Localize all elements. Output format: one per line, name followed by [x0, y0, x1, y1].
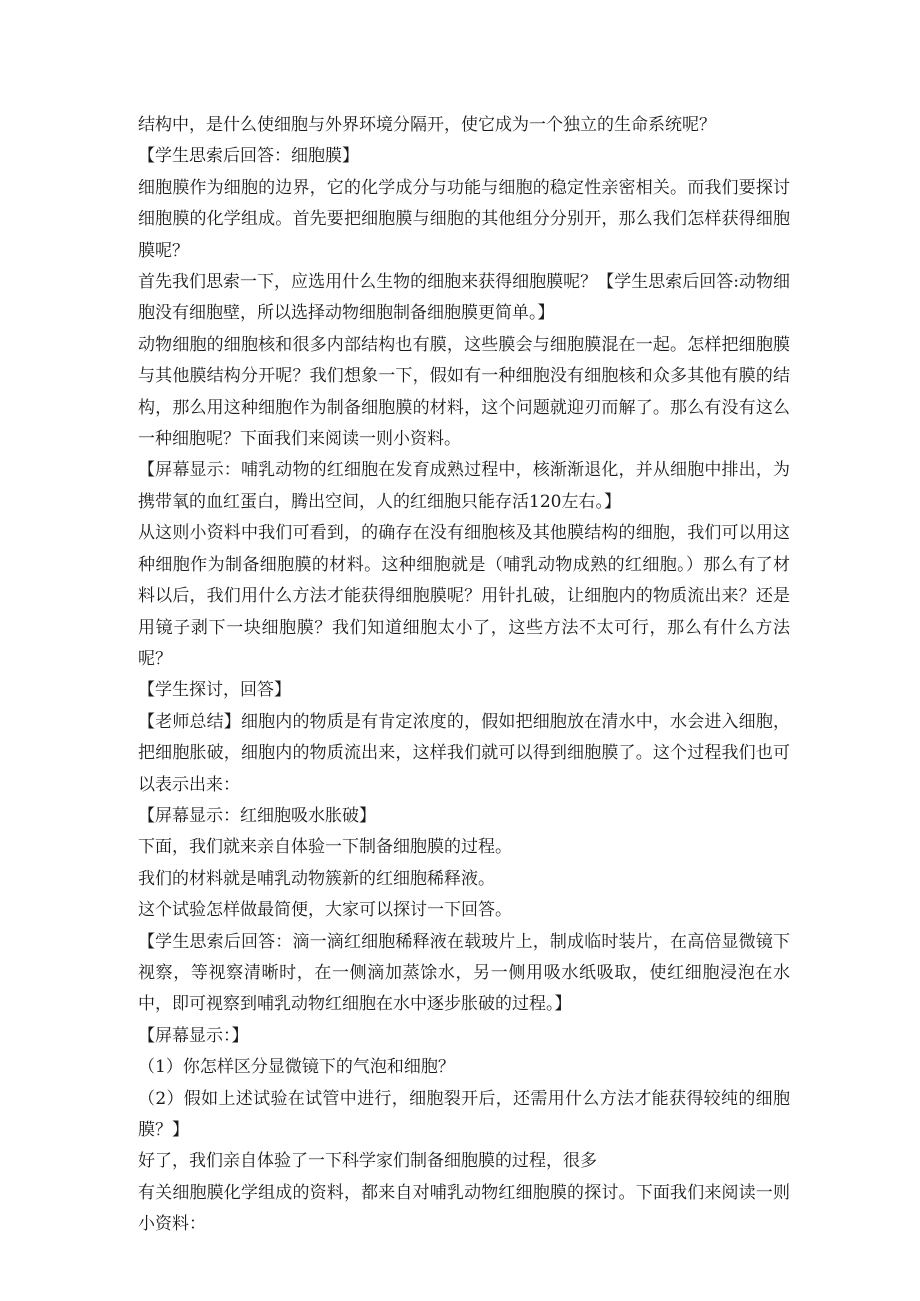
paragraph-reading-material: 有关细胞膜化学组成的资料，都来自对哺乳动物红细胞膜的探讨。下面我们来阅读一则小资料：: [138, 1182, 790, 1235]
paragraph-screen-questions: 【屏幕显示：】: [138, 1025, 249, 1046]
paragraph-choose-cell: 首先我们思索一下，应选用什么生物的细胞来获得细胞膜呢？【学生思索后回答:动物细胞没有细胞壁，所以选择动物细胞制备细胞膜更简单。】: [138, 272, 790, 324]
paragraph-discuss-experiment: 这个试验怎样做最简便，大家可以探讨一下回答。: [138, 900, 512, 921]
paragraph-question-1: （1）你怎样区分显微镜下的气泡和细胞？: [138, 1057, 455, 1078]
paragraph-student-procedure: 【学生思索后回答：滴一滴红细胞稀释液在载玻片上，制成临时装片，在高倍显微镜下视察，等视察清晰时，在一侧滴加蒸馀水，另一侧用吸水纸吸取，使红细胞浸泡在水中，即可视察到哺乳动物红细胞在水中逐步胀破的过程。】: [138, 931, 790, 1015]
paragraph-question-intro: 结构中，是什么使细胞与外界环境分隔开，使它成为一个独立的生命系统呢？: [138, 115, 716, 135]
paragraph-screen-red-blood-cell: 【屏幕显示：哺乳动物的红细胞在发育成熟过程中，核渐渐退化，并从细胞中排出，为携带氧的血红蛋白，腾出空间，人的红细胞只能存活120左右。】: [138, 460, 790, 512]
paragraph-student-discussion: 【学生探讨，回答】: [138, 680, 291, 701]
paragraph-materials: 我们的材料就是哺乳动物簇新的红细胞稀释液。: [138, 868, 495, 889]
paragraph-student-answer-membrane: 【学生思索后回答：细胞膜】: [138, 146, 359, 167]
paragraph-experience-intro: 下面，我们就来亲自体验一下制备细胞膜的过程。: [138, 837, 512, 858]
paragraph-question-2: （2）假如上述试验在试管中进行，细胞裂开后，还需用什么方法才能获得较纯的细胞膜？】: [138, 1088, 790, 1140]
document-body: [138, 110, 790, 1241]
paragraph-scientists-process: 好了，我们亲自体验了一下科学家们制备细胞膜的过程，很多: [138, 1151, 597, 1172]
paragraph-teacher-summary: 【老师总结】细胞内的物质是有肯定浓度的，假如把细胞放在清水中，水会进入细胞，把细胞胀破，细胞内的物质流出来，这样我们就可以得到细胞膜了。这个过程我们也可以表示出来：: [138, 711, 790, 795]
paragraph-internal-membranes: 动物细胞的细胞核和很多内部结构也有膜，这些膜会与细胞膜混在一起。怎样把细胞膜与其他膜结构分开呢？我们想象一下，假如有一种细胞没有细胞核和众多其他有膜的结构，那么用这种细胞作为制备细胞膜的材料，这个问题就迎刃而解了。那么有没有这么一种细胞呢？下面我们来阅读一则小资料。: [138, 334, 790, 450]
paragraph-screen-swelling: 【屏幕显示：红细胞吸水胀破】: [138, 805, 376, 826]
paragraph-membrane-boundary: 细胞膜作为细胞的边界，它的化学成分与功能与细胞的稳定性亲密相关。而我们要探讨细胞膜的化学组成。首先要把细胞膜与细胞的其他组分分别开，那么我们怎样获得细胞膜呢？: [138, 177, 790, 261]
paragraph-material-method: 从这则小资料中我们可看到，的确存在没有细胞核及其他膜结构的细胞，我们可以用这种细胞作为制备细胞膜的材料。这种细胞就是（哺乳动物成熟的红细胞。）那么有了材料以后，我们用什么方法才能获得细胞膜呢？用针扎破，让细胞内的物质流出来？还是用镜子剥下一块细胞膜？我们知道细胞太小了，这些方法不太可行，那么有什么方法呢？: [138, 523, 790, 669]
